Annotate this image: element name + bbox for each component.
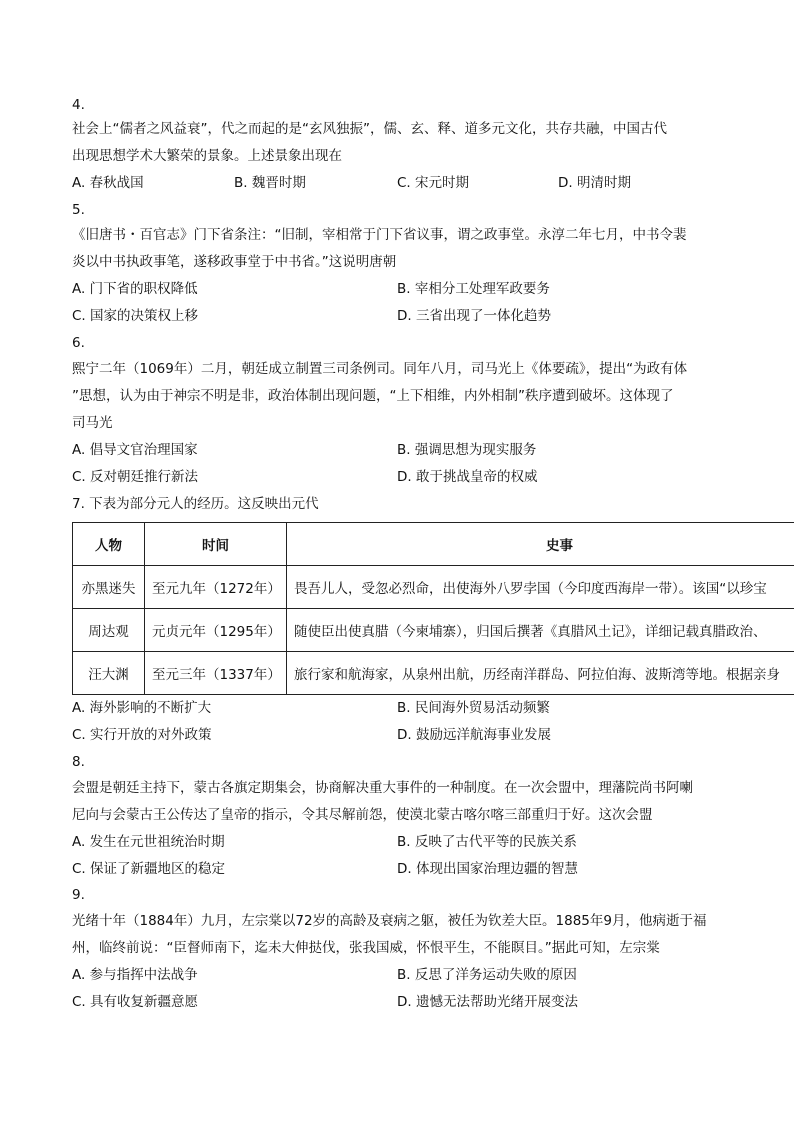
question-5-option-b[interactable]: B. 宰相分工处理军政要务 — [397, 281, 550, 297]
question-6-stem-line-3: 司马光 — [72, 415, 113, 431]
table-cell-event: 畏吾儿人，受忽必烈命，出使海外八罗孛国（今印度西海岸一带）。该国“以珍宝 — [287, 566, 794, 609]
table-cell-event: 随使臣出使真腊（今柬埔寨），归国后撰著《真腊风土记》，详细记载真腊政治、 — [287, 609, 794, 652]
question-8-option-a[interactable]: A. 发生在元世祖统治时期 — [72, 834, 225, 850]
table-cell-person: 汪大渊 — [73, 652, 145, 695]
question-8-stem-line-1: 会盟是朝廷主持下，蒙古各旗定期集会，协商解决重大事件的一种制度。在一次会盟中，理藩院尚书阿喇 — [72, 780, 693, 796]
question-4-stem-line-1: 社会上“儒者之风益衰”，代之而起的是“玄风独振”，儒、玄、释、道多元文化，共存共融，中国古代 — [72, 121, 667, 137]
table-row — [73, 652, 794, 695]
question-5-option-c[interactable]: C. 国家的决策权上移 — [72, 308, 199, 324]
question-7-option-c[interactable]: C. 实行开放的对外政策 — [72, 727, 212, 743]
question-9-number: 9. — [72, 887, 85, 903]
question-6-stem-line-2: ”思想，认为由于神宗不明是非，政治体制出现问题，“上下相维，内外相制”秩序遭到破坏。这体现了 — [72, 388, 674, 404]
question-8-option-c[interactable]: C. 保证了新疆地区的稳定 — [72, 861, 226, 877]
question-6-number: 6. — [72, 335, 85, 351]
question-9-option-d[interactable]: D. 遗憾无法帮助光绪开展变法 — [397, 994, 578, 1010]
table-header-person: 人物 — [73, 523, 145, 566]
question-6-option-b[interactable]: B. 强调思想为现实服务 — [397, 442, 537, 458]
history-table — [72, 522, 794, 695]
table-cell-person: 亦黑迷失 — [73, 566, 145, 609]
question-4-number: 4. — [72, 97, 85, 113]
question-9-option-a[interactable]: A. 参与指挥中法战争 — [72, 967, 198, 983]
question-6-option-c[interactable]: C. 反对朝廷推行新法 — [72, 469, 199, 485]
question-8-number: 8. — [72, 754, 85, 770]
table-row — [73, 609, 794, 652]
question-4-option-b[interactable]: B. 魏晋时期 — [234, 175, 306, 191]
table-header-time: 时间 — [145, 523, 287, 566]
question-9-stem-line-1: 光绪十年（1884年）九月，左宗棠以72岁的高龄及衰病之躯，被任为钦差大臣。1885年9月，他病逝于福 — [72, 913, 707, 929]
question-5-option-a[interactable]: A. 门下省的职权降低 — [72, 281, 198, 297]
table-cell-event: 旅行家和航海家，从泉州出航，历经南洋群岛、阿拉伯海、波斯湾等地。根据亲身 — [287, 652, 794, 695]
table-row — [73, 566, 794, 609]
question-9-option-c[interactable]: C. 具有收复新疆意愿 — [72, 994, 199, 1010]
question-4-stem-line-2: 出现思想学术大繁荣的景象。上述景象出现在 — [72, 148, 342, 164]
question-7-stem-line-1: 7. 下表为部分元人的经历。这反映出元代 — [72, 496, 319, 512]
question-8-stem-line-2: 尼向与会蒙古王公传达了皇帝的指示，令其尽解前怨，使漠北蒙古喀尔喀三部重归于好。这次会盟 — [72, 807, 653, 823]
table-cell-time: 至元九年（1272年） — [145, 566, 287, 609]
question-6-option-d[interactable]: D. 敢于挑战皇帝的权威 — [397, 469, 538, 485]
question-5-option-d[interactable]: D. 三省出现了一体化趋势 — [397, 308, 551, 324]
question-4-option-c[interactable]: C. 宋元时期 — [397, 175, 470, 191]
question-8-option-b[interactable]: B. 反映了古代平等的民族关系 — [397, 834, 577, 850]
question-9-stem-line-2: 州，临终前说：“臣督师南下，迄未大伸挞伐，张我国威，怀恨平生，不能瞑目。”据此可知，左宗棠 — [72, 940, 660, 956]
question-7-option-d[interactable]: D. 鼓励远洋航海事业发展 — [397, 727, 551, 743]
table-header-event: 史事 — [287, 523, 794, 566]
table-cell-time: 至元三年（1337年） — [145, 652, 287, 695]
table-cell-person: 周达观 — [73, 609, 145, 652]
question-6-option-a[interactable]: A. 倡导文官治理国家 — [72, 442, 198, 458]
question-9-option-b[interactable]: B. 反思了洋务运动失败的原因 — [397, 967, 577, 983]
question-7-option-b[interactable]: B. 民间海外贸易活动频繁 — [397, 700, 550, 716]
question-7-option-a[interactable]: A. 海外影响的不断扩大 — [72, 700, 212, 716]
question-8-option-d[interactable]: D. 体现出国家治理边疆的智慧 — [397, 861, 578, 877]
question-5-number: 5. — [72, 202, 85, 218]
question-6-stem-line-1: 熙宁二年（1069年）二月，朝廷成立制置三司条例司。同年八月，司马光上《体要疏》，提出“为政有体 — [72, 361, 688, 377]
question-4-option-d[interactable]: D. 明清时期 — [558, 175, 631, 191]
table-cell-time: 元贞元年（1295年） — [145, 609, 287, 652]
question-5-stem-line-2: 炎以中书执政事笔，遂移政事堂于中书省。”这说明唐朝 — [72, 254, 397, 270]
table-header-row — [73, 523, 794, 566]
question-5-stem-line-1: 《旧唐书・百官志》门下省条注：“旧制，宰相常于门下省议事，谓之政事堂。永淳二年七月，中书令裴 — [72, 227, 687, 243]
question-4-option-a[interactable]: A. 春秋战国 — [72, 175, 144, 191]
